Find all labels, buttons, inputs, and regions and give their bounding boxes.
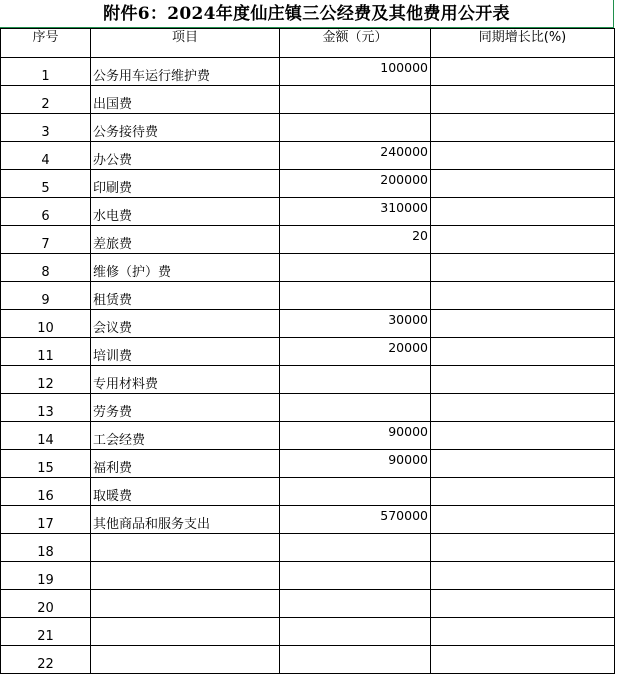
cell-ratio[interactable] — [431, 310, 615, 338]
cell-amount[interactable] — [280, 590, 431, 618]
cell-amount[interactable]: 100000 — [280, 58, 431, 86]
cell-no[interactable]: 13 — [1, 394, 91, 422]
cell-item[interactable] — [91, 646, 280, 674]
cell-ratio[interactable] — [431, 534, 615, 562]
cell-no[interactable]: 5 — [1, 170, 91, 198]
cell-no[interactable]: 10 — [1, 310, 91, 338]
cell-no[interactable]: 8 — [1, 254, 91, 282]
cell-ratio[interactable] — [431, 170, 615, 198]
table-row — [1, 394, 615, 422]
table-row — [1, 506, 615, 534]
table-row — [1, 282, 615, 310]
cell-item[interactable]: 差旅费 — [91, 226, 280, 254]
cell-amount[interactable] — [280, 478, 431, 506]
cell-amount[interactable]: 90000 — [280, 422, 431, 450]
cell-item[interactable]: 办公费 — [91, 142, 280, 170]
cell-amount[interactable]: 90000 — [280, 450, 431, 478]
cell-item[interactable]: 租赁费 — [91, 282, 280, 310]
cell-item[interactable]: 会议费 — [91, 310, 280, 338]
cell-no[interactable]: 17 — [1, 506, 91, 534]
expense-table — [0, 28, 615, 674]
cell-item[interactable]: 劳务费 — [91, 394, 280, 422]
cell-item[interactable] — [91, 534, 280, 562]
cell-ratio[interactable] — [431, 282, 615, 310]
cell-no[interactable]: 4 — [1, 142, 91, 170]
cell-amount[interactable]: 240000 — [280, 142, 431, 170]
cell-item[interactable]: 培训费 — [91, 338, 280, 366]
cell-item[interactable] — [91, 618, 280, 646]
cell-no[interactable]: 18 — [1, 534, 91, 562]
table-row — [1, 646, 615, 674]
cell-ratio[interactable] — [431, 58, 615, 86]
cell-item[interactable]: 其他商品和服务支出 — [91, 506, 280, 534]
table-row — [1, 198, 615, 226]
cell-no[interactable]: 1 — [1, 58, 91, 86]
cell-no[interactable]: 20 — [1, 590, 91, 618]
cell-no[interactable]: 14 — [1, 422, 91, 450]
cell-ratio[interactable] — [431, 590, 615, 618]
cell-no[interactable]: 16 — [1, 478, 91, 506]
table-row — [1, 254, 615, 282]
table-row — [1, 450, 615, 478]
header-no[interactable]: 序号 — [1, 29, 91, 58]
table-row — [1, 86, 615, 114]
cell-item[interactable]: 福利费 — [91, 450, 280, 478]
table-row — [1, 58, 615, 86]
cell-ratio[interactable] — [431, 226, 615, 254]
cell-item[interactable]: 工会经费 — [91, 422, 280, 450]
table-row — [1, 562, 615, 590]
cell-ratio[interactable] — [431, 646, 615, 674]
cell-amount[interactable]: 20000 — [280, 338, 431, 366]
cell-no[interactable]: 11 — [1, 338, 91, 366]
cell-amount[interactable] — [280, 114, 431, 142]
cell-no[interactable]: 22 — [1, 646, 91, 674]
cell-no[interactable]: 15 — [1, 450, 91, 478]
cell-item[interactable]: 公务接待费 — [91, 114, 280, 142]
table-row — [1, 478, 615, 506]
header-amount[interactable]: 金额（元） — [280, 29, 431, 58]
cell-item[interactable]: 维修（护）费 — [91, 254, 280, 282]
cell-amount[interactable] — [280, 366, 431, 394]
cell-ratio[interactable] — [431, 86, 615, 114]
cell-amount[interactable]: 310000 — [280, 198, 431, 226]
table-row — [1, 618, 615, 646]
cell-no[interactable]: 21 — [1, 618, 91, 646]
cell-no[interactable]: 2 — [1, 86, 91, 114]
cell-amount[interactable]: 570000 — [280, 506, 431, 534]
cell-ratio[interactable] — [431, 562, 615, 590]
cell-amount[interactable] — [280, 562, 431, 590]
cell-ratio[interactable] — [431, 450, 615, 478]
cell-item[interactable]: 水电费 — [91, 198, 280, 226]
header-ratio[interactable]: 同期增长比(%) — [431, 29, 615, 58]
cell-no[interactable]: 12 — [1, 366, 91, 394]
cell-ratio[interactable] — [431, 366, 615, 394]
table-row — [1, 310, 615, 338]
cell-ratio[interactable] — [431, 506, 615, 534]
header-item[interactable]: 项目 — [91, 29, 280, 58]
cell-ratio[interactable] — [431, 394, 615, 422]
cell-no[interactable]: 7 — [1, 226, 91, 254]
cell-ratio[interactable] — [431, 198, 615, 226]
cell-item[interactable] — [91, 562, 280, 590]
cell-amount[interactable]: 200000 — [280, 170, 431, 198]
table-row — [1, 534, 615, 562]
table-row — [1, 590, 615, 618]
cell-item[interactable]: 出国费 — [91, 86, 280, 114]
cell-ratio[interactable] — [431, 254, 615, 282]
cell-amount[interactable] — [280, 618, 431, 646]
cell-amount[interactable] — [280, 394, 431, 422]
cell-ratio[interactable] — [431, 114, 615, 142]
cell-item[interactable]: 公务用车运行维护费 — [91, 58, 280, 86]
table-row — [1, 226, 615, 254]
cell-amount[interactable] — [280, 534, 431, 562]
cell-item[interactable]: 印刷费 — [91, 170, 280, 198]
cell-amount[interactable] — [280, 254, 431, 282]
cell-item[interactable]: 专用材料费 — [91, 366, 280, 394]
cell-no[interactable]: 9 — [1, 282, 91, 310]
table-row — [1, 170, 615, 198]
cell-amount[interactable]: 30000 — [280, 310, 431, 338]
cell-amount[interactable] — [280, 646, 431, 674]
cell-amount[interactable]: 20 — [280, 226, 431, 254]
cell-item[interactable] — [91, 590, 280, 618]
table-row — [1, 114, 615, 142]
table-row — [1, 422, 615, 450]
cell-ratio[interactable] — [431, 478, 615, 506]
cell-ratio[interactable] — [431, 338, 615, 366]
cell-amount[interactable] — [280, 86, 431, 114]
table-row — [1, 366, 615, 394]
table-row — [1, 142, 615, 170]
header-row — [1, 29, 615, 58]
table-row — [1, 338, 615, 366]
cell-amount[interactable] — [280, 282, 431, 310]
sheet-title[interactable]: 附件6：2024年度仙庄镇三公经费及其他费用公开表 — [0, 0, 614, 28]
cell-ratio[interactable] — [431, 142, 615, 170]
cell-no[interactable]: 3 — [1, 114, 91, 142]
cell-item[interactable]: 取暖费 — [91, 478, 280, 506]
cell-ratio[interactable] — [431, 618, 615, 646]
cell-ratio[interactable] — [431, 422, 615, 450]
cell-no[interactable]: 6 — [1, 198, 91, 226]
cell-no[interactable]: 19 — [1, 562, 91, 590]
